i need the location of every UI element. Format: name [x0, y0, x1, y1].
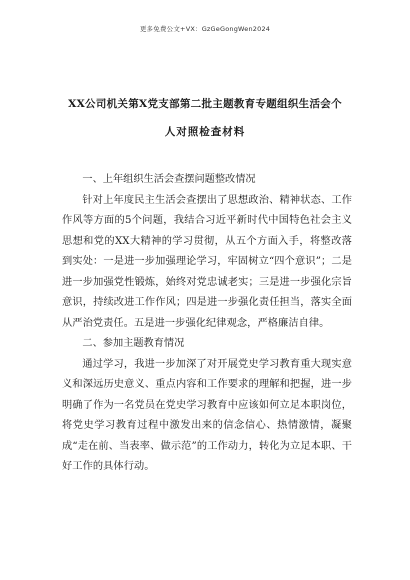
document-title-line-1: XX公司机关第X党支部第二批主题教育专题组织生活会个: [68, 98, 342, 110]
section-heading-1: 一、上年组织生活会查摆问题整改情况: [82, 174, 256, 185]
header-note: 更多免费公文+VX：GzGeGongWen2024: [139, 25, 271, 33]
document-title-line-2: 人对照检查材料: [164, 126, 246, 138]
section-paragraph-2: 通过学习，我进一步加深了对开展党史学习教育重大现实意义和深远历史意义、重点内容和工作要求的理解和把握，进一步明确了作为一名党员在党史学习教育中应该如何立足本职岗位，将党史学习教育过程中激发出来的信念信心、热情激情，凝聚成“走在前、当表率、做示范”的工作动力，转化为立足本职、干好工作的具体行动。: [62, 358, 352, 472]
section-heading-2: 二、参加主题教育情况: [82, 338, 185, 349]
document-body: [62, 170, 352, 478]
section-paragraph-1: 针对上年度民主生活会查摆出了思想政治、精神状态、工作作风等方面的5个问题，我结合习近平新时代中国特色社会主义思想和党的XX大精神的学习贯彻，从五个方面入手，将整改落到实处：一是进一步加强理论学习，牢固树立“四个意识”；二是进一步加强党性锻炼，始终对党忠诚老实；三是进一步强化宗旨意识，持续改进工作作风；四是进一步强化责任担当，落实全面从严治党责任。五是进一步强化纪律观念，严格廉洁自律。: [62, 194, 352, 329]
